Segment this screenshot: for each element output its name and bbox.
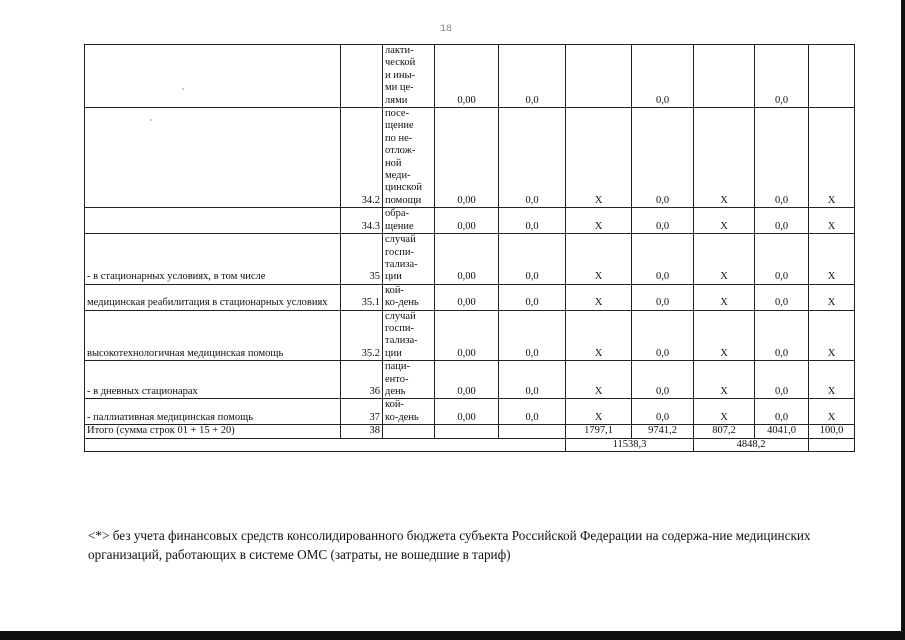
scan-edge-bottom — [0, 631, 905, 640]
row-name: - в стационарных условиях, в том числе — [85, 234, 341, 285]
x-mark: X — [694, 399, 755, 425]
subtotal-value: 11538,3 — [566, 438, 694, 451]
total-value: 100,0 — [809, 425, 855, 438]
value-amount: 0,0 — [632, 310, 694, 361]
row-name: медицинская реабилитация в стационарных условиях — [85, 284, 341, 310]
row-number: 36 — [341, 361, 383, 399]
unit-of-measure: случай госпи- тализа- ции — [383, 234, 435, 285]
x-mark: X — [566, 310, 632, 361]
x-mark — [809, 45, 855, 108]
x-mark — [694, 45, 755, 108]
unit-of-measure: случай госпи- тализа- ции — [383, 310, 435, 361]
x-mark: X — [566, 208, 632, 234]
row-number: 38 — [341, 425, 383, 438]
row-number: 35 — [341, 234, 383, 285]
value-amount: 0,0 — [632, 361, 694, 399]
value-normative: 0,00 — [435, 284, 499, 310]
row-name: - в дневных стационарах — [85, 361, 341, 399]
x-mark: X — [809, 399, 855, 425]
financing-table — [84, 44, 855, 452]
value-amount: 0,0 — [755, 361, 809, 399]
x-mark: X — [566, 399, 632, 425]
row-number: 34.3 — [341, 208, 383, 234]
empty-cell — [809, 438, 855, 451]
unit-of-measure: лакти- ческой и ины- ми це- лями — [383, 45, 435, 108]
value-amount: 0,0 — [755, 234, 809, 285]
value-cost: 0,0 — [499, 399, 566, 425]
value-normative: 0,00 — [435, 45, 499, 108]
x-mark: X — [809, 310, 855, 361]
value-normative: 0,00 — [435, 108, 499, 208]
x-mark: X — [694, 208, 755, 234]
value-normative: 0,00 — [435, 361, 499, 399]
row-number: 35.2 — [341, 310, 383, 361]
table-row — [85, 208, 855, 234]
row-name: высокотехнологичная медицинская помощь — [85, 310, 341, 361]
x-mark: X — [809, 208, 855, 234]
row-number: 37 — [341, 399, 383, 425]
value-amount: 0,0 — [755, 208, 809, 234]
empty-cell — [499, 425, 566, 438]
value-cost: 0,0 — [499, 108, 566, 208]
value-cost: 0,0 — [499, 208, 566, 234]
x-mark: X — [566, 108, 632, 208]
row-name — [85, 108, 341, 208]
value-amount: 0,0 — [632, 45, 694, 108]
row-number — [341, 45, 383, 108]
footnote: <*> без учета финансовых средств консолидированного бюджета субъекта Российской Федерации на содержа-ние медицинских организаций, работающих в системе ОМС (затраты, не вошедшие в тариф) — [88, 528, 811, 562]
x-mark: X — [566, 284, 632, 310]
total-value: 4041,0 — [755, 425, 809, 438]
x-mark: X — [566, 361, 632, 399]
table-row — [85, 284, 855, 310]
unit-of-measure: паци- енто- день — [383, 361, 435, 399]
x-mark: X — [694, 310, 755, 361]
table-row — [85, 234, 855, 285]
value-amount: 0,0 — [632, 208, 694, 234]
subtotal-value: 4848,2 — [694, 438, 809, 451]
row-name — [85, 208, 341, 234]
unit-of-measure: кой- ко-день — [383, 399, 435, 425]
value-normative: 0,00 — [435, 399, 499, 425]
value-cost: 0,0 — [499, 310, 566, 361]
total-row — [85, 425, 855, 438]
row-number: 35.1 — [341, 284, 383, 310]
value-amount: 0,0 — [755, 310, 809, 361]
x-mark: X — [694, 361, 755, 399]
x-mark — [566, 45, 632, 108]
row-name: - паллиативная медицинская помощь — [85, 399, 341, 425]
x-mark: X — [809, 361, 855, 399]
value-cost: 0,0 — [499, 45, 566, 108]
row-name — [85, 45, 341, 108]
x-mark: X — [694, 284, 755, 310]
x-mark: X — [809, 108, 855, 208]
table-row — [85, 108, 855, 208]
value-amount: 0,0 — [755, 284, 809, 310]
table-row — [85, 310, 855, 361]
unit-of-measure: кой- ко-день — [383, 284, 435, 310]
empty-cell — [383, 425, 435, 438]
value-amount: 0,0 — [755, 399, 809, 425]
unit-of-measure: посе- щение по не- отлож- ной меди- цинской помощи — [383, 108, 435, 208]
x-mark: X — [694, 234, 755, 285]
value-normative: 0,00 — [435, 234, 499, 285]
value-normative: 0,00 — [435, 310, 499, 361]
subtotal-row — [85, 438, 855, 451]
value-cost: 0,0 — [499, 361, 566, 399]
page-number: 18 — [440, 24, 453, 35]
unit-of-measure: обра- щение — [383, 208, 435, 234]
table-row — [85, 399, 855, 425]
value-normative: 0,00 — [435, 208, 499, 234]
table-row — [85, 361, 855, 399]
empty-cell — [85, 438, 566, 451]
value-amount: 0,0 — [755, 45, 809, 108]
total-value: 807,2 — [694, 425, 755, 438]
value-cost: 0,0 — [499, 234, 566, 285]
total-name: Итого (сумма строк 01 + 15 + 20) — [85, 425, 341, 438]
value-amount: 0,0 — [632, 108, 694, 208]
value-amount: 0,0 — [755, 108, 809, 208]
table-row — [85, 45, 855, 108]
empty-cell — [435, 425, 499, 438]
scan-edge-right — [901, 0, 905, 640]
x-mark: X — [566, 234, 632, 285]
value-amount: 0,0 — [632, 399, 694, 425]
x-mark: X — [809, 284, 855, 310]
x-mark: X — [809, 234, 855, 285]
value-amount: 0,0 — [632, 234, 694, 285]
value-amount: 0,0 — [632, 284, 694, 310]
total-value: 1797,1 — [566, 425, 632, 438]
total-value: 9741,2 — [632, 425, 694, 438]
x-mark: X — [694, 108, 755, 208]
row-number: 34.2 — [341, 108, 383, 208]
value-cost: 0,0 — [499, 284, 566, 310]
